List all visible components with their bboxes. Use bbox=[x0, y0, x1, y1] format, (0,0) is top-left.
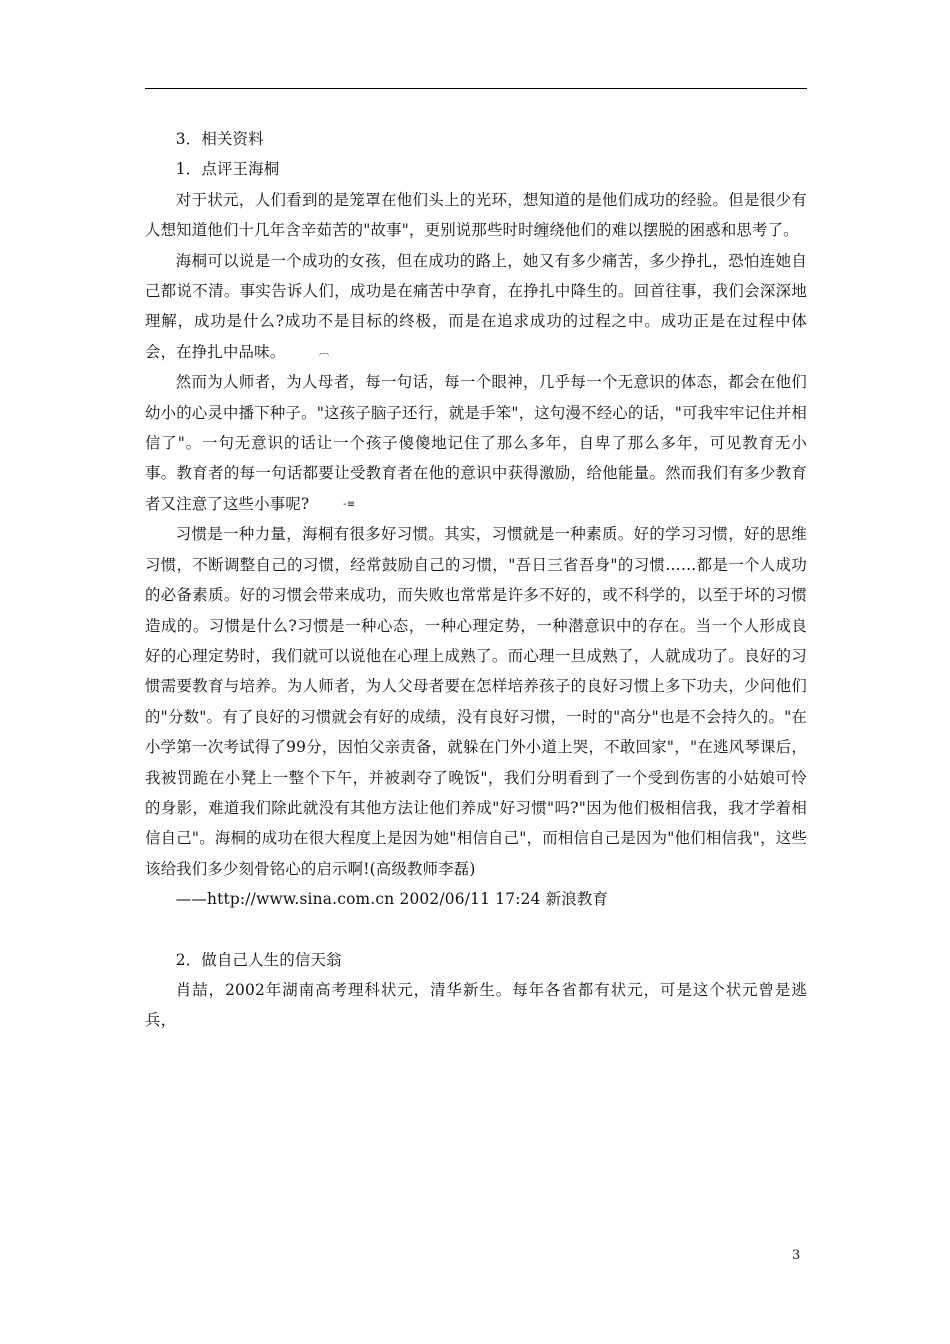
header-rule bbox=[145, 88, 807, 89]
paragraph-text: 海桐可以说是一个成功的女孩，但在成功的路上，她又有多少痛苦，多少挣扎，恐怕连她自己都说不清。事实告诉人们，成功是在痛苦中孕育，在挣扎中降生的。回首往事，我们会深深地理解，成功是什么?成功不是目标的终极，而是在追求成功的过程之中。成功正是在过程中体会，在挣扎中品味。 bbox=[145, 251, 807, 361]
section-gap bbox=[145, 915, 807, 945]
editorial-mark-2: -≡ bbox=[343, 498, 356, 510]
article-2-paragraph-1: 肖喆，2002年湖南高考理科状元，清华新生。每年各省都有状元，可是这个状元曾是逃兵， bbox=[145, 980, 807, 1030]
article-1-paragraph-4 bbox=[145, 519, 807, 884]
paragraph-text: 习惯是一种力量，海桐有很多好习惯。其实，习惯就是一种素质。好的学习习惯，好的思维习惯，不断调整自己的习惯，经常鼓励自己的习惯，"吾日三省吾身"的习惯……都是一个人成功的必备素质。好的习惯会带来成功，而失败也常常是许多不好的，或不科学的，以至于坏的习惯造成的。习惯是什么?习惯是一种心态，一种心理定势，一种潜意识中的存在。当一个人形成良好的心理定势时，我们就可以说他在心理上成熟了。而心理一旦成熟了，人就成功了。良好的习惯需要教育与培养。为人师者，为人父母者要在怎样培养孩子的良好习惯上多下功夫，少问他们的"分数"。有了良好的习惯就会有好的成绩，没有良好习惯，一时的"高分"也是不会持久的。"在小学第一次考试得了99分，因怕父亲责备，就躲在门外小道上哭，不敢回家"，"在逃风琴课后，我被罚跪在小凳上一整个下午，并被剥夺了晚饭"，我们分明看到了一个受到伤害的小姑娘可怜的身影，难道我们除此就没有其他方法让他们养成"好习惯"吗?"因为他们极相信我，我才学着相信自己"。海桐的成功在很大程度上是因为她"相信自己"，而相信自己是因为"他们相信我"，这些该给我们多少刻骨铭心的启示啊!(高级教师李磊) bbox=[145, 525, 807, 878]
article-1-source: ——http://www.sina.com.cn 2002/06/11 17:24 新浪教育 bbox=[175, 890, 609, 909]
paragraph-text: 然而为人师者，为人母者，每一句话，每一个眼神，几乎每一个无意识的体态，都会在他们幼小的心灵中播下种子。"这孩子脑子还行，就是手笨"，这句漫不经心的话，"可我牢牢记住并相信了"。一句无意识的话让一个孩子傻傻地记住了那么多年，自卑了那么多年，可见教育无小事。教育者的每一句话都要让受教育者在他的意识中获得激励，给他能量。然而我们有多少教育者又注意了这些小事呢? bbox=[145, 373, 807, 513]
article-1-paragraph-3 bbox=[145, 367, 807, 519]
article-2-heading: 2．做自己人生的信天翁 bbox=[175, 950, 342, 969]
section-title: 3．相关资料 bbox=[175, 130, 264, 148]
document-body bbox=[145, 124, 807, 1036]
page-number: 3 bbox=[792, 1248, 801, 1263]
paragraph-text: 对于状元，人们看到的是笼罩在他们头上的光环，想知道的是他们成功的经验。但是很少有人想知道他们十几年含辛茹苦的"故事"，更别说那些时时缠绕他们的难以摆脱的困惑和思考了。 bbox=[145, 190, 807, 240]
article-1-paragraph-2 bbox=[145, 246, 807, 368]
editorial-mark-1: ︹ bbox=[319, 346, 330, 358]
article-1-paragraph-1 bbox=[145, 185, 807, 246]
article-1-heading: 1．点评王海桐 bbox=[175, 160, 280, 179]
